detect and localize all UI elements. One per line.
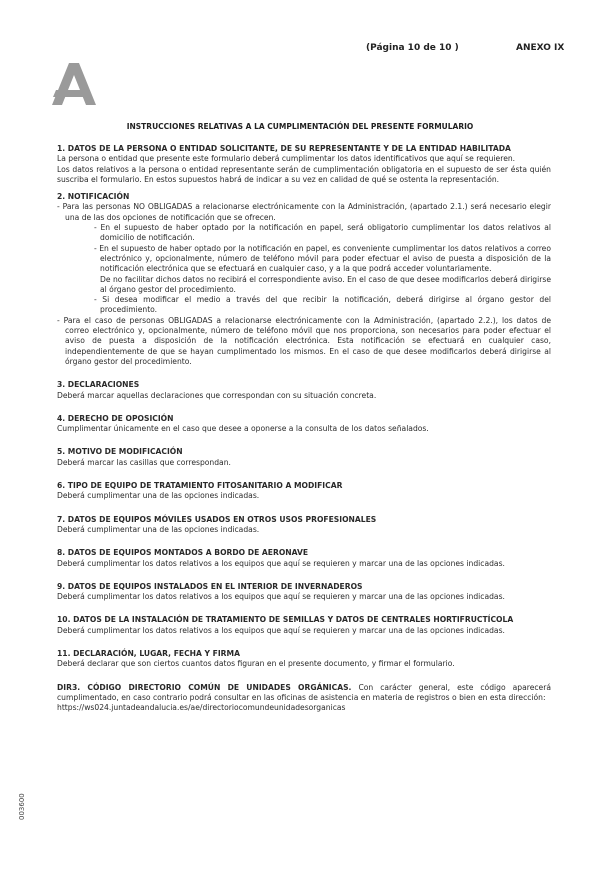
dir3-text: Con carácter general, este código aparecerá cumplimentado, en caso contrario podrá consultar en las oficinas de asistencia en materia de registros o bien en esta dirección: [57, 682, 551, 702]
section-4 [57, 414, 551, 435]
section-11 [57, 649, 551, 670]
side-form-code: 003600 [18, 793, 26, 820]
section-heading: 5. MOTIVO DE MODIFICACIÓN [57, 447, 183, 457]
section-3 [57, 380, 551, 401]
section-text: Deberá cumplimentar los datos relativos a los equipos que aquí se requieren y marcar una de las opciones indicadas. [57, 592, 505, 602]
section-10 [57, 615, 551, 636]
section-6 [57, 481, 551, 502]
section-text: Deberá cumplimentar una de las opciones indicadas. [57, 491, 260, 501]
notification-subitem: - Si desea modificar el medio a través del que recibir la notificación, deberá dirigirse al órgano gestor del procedimiento. [94, 295, 551, 315]
junta-logo-icon [52, 63, 96, 105]
section-text: La persona o entidad que presente este formulario deberá cumplimentar los datos identificativos que aquí se requieren. [57, 154, 516, 164]
section-heading: 6. TIPO DE EQUIPO DE TRATAMIENTO FITOSANITARIO A MODIFICAR [57, 481, 343, 491]
section-text: Deberá marcar aquellas declaraciones que correspondan con su situación concreta. [57, 390, 377, 400]
notification-subitem: - En el supuesto de haber optado por la notificación en papel, es conveniente cumplimentar los datos relativos a correo electrónico y, opcionalmente, número de teléfono móvil para poder efectuar el aviso de puesta a disposición de la notificación electrónica que se efectuará en cualquier caso, y a la que podrá acceder voluntariamente. [94, 243, 551, 274]
section-text: Deberá marcar las casillas que correspondan. [57, 457, 231, 467]
section-2 [57, 192, 551, 367]
section-5 [57, 447, 551, 468]
section-heading: 9. DATOS DE EQUIPOS INSTALADOS EN EL INTERIOR DE INVERNADEROS [57, 581, 363, 591]
instructions-body [57, 144, 551, 720]
section-7 [57, 515, 551, 536]
section-text: Los datos relativos a la persona o entidad representante serán de cumplimentación obligatoria en el supuesto de ser ésta quién suscriba el formulario. En estos supuestos habrá de indicar a su vez en calidad de qué se ostenta la representación. [57, 164, 551, 184]
section-text: Cumplimentar únicamente en el caso que desee a oponerse a la consulta de los datos señalados. [57, 424, 429, 434]
document-title: INSTRUCCIONES RELATIVAS A LA CUMPLIMENTACIÓN DEL PRESENTE FORMULARIO [126, 122, 474, 131]
section-heading: 8. DATOS DE EQUIPOS MONTADOS A BORDO DE AERONAVE [57, 548, 309, 558]
page-number: (Página 10 de 10 ) [366, 43, 459, 53]
dir3-heading: DIR3. CÓDIGO DIRECTORIO COMÚN DE UNIDADES ORGÁNICAS. [57, 682, 352, 692]
notification-subitem: De no facilitar dichos datos no recibirá el correspondiente aviso. En el caso de que desee modificarlos deberá dirigirse al órgano gestor del procedimiento. [100, 274, 551, 294]
section-9 [57, 582, 551, 603]
annex-label: ANEXO IX [516, 43, 565, 53]
section-heading: 1. DATOS DE LA PERSONA O ENTIDAD SOLICITANTE, DE SU REPRESENTANTE Y DE LA ENTIDAD HABILITADA [57, 144, 511, 153]
section-heading: 10. DATOS DE LA INSTALACIÓN DE TRATAMIENTO DE SEMILLAS Y DATOS DE CENTRALES HORTIFRUCTÍCOLA [57, 615, 514, 625]
section-8 [57, 548, 551, 569]
section-heading: 4. DERECHO DE OPOSICIÓN [57, 413, 174, 423]
section-text: Deberá cumplimentar una de las opciones indicadas. [57, 524, 260, 534]
notification-subitem: - En el supuesto de haber optado por la notificación en papel, será obligatorio cumplimentar los datos relativos al domicilio de notificación. [94, 223, 551, 243]
section-text: Deberá declarar que son ciertos cuantos datos figuran en el presente documento, y firmar el formulario. [57, 659, 455, 669]
dir3-paragraph [57, 683, 551, 704]
section-heading: 7. DATOS DE EQUIPOS MÓVILES USADOS EN OTROS USOS PROFESIONALES [57, 514, 377, 524]
section-heading: 2. NOTIFICACIÓN [57, 192, 130, 202]
notification-bullet: - Para las personas NO OBLIGADAS a relacionarse electrónicamente con la Administración, (apartado 2.1.) será necesario elegir una de las dos opciones de notificación que se ofrecen. [57, 202, 551, 222]
section-text: Deberá cumplimentar los datos relativos a los equipos que aquí se requieren y marcar una de las opciones indicadas. [57, 625, 505, 635]
section-text: Deberá cumplimentar los datos relativos a los equipos que aquí se requieren y marcar una de las opciones indicadas. [57, 558, 505, 568]
notification-bullet: - Para el caso de personas OBLIGADAS a relacionarse electrónicamente con la Administración, (apartado 2.2.), los datos de correo electrónico y, opcionalmente, número de teléfono móvil que nos proporciona, son necesarios para poder efectuar el aviso de puesta a disposición de la notificación electrónica. Esta notificación se efectuará en cualquier caso, independientemente de que se hayan cumplimentado los mismos. En el caso de que desee modificarlos deberá dirigirse al órgano gestor del procedimiento. [57, 315, 551, 366]
section-dir3 [57, 683, 551, 714]
section-heading: 3. DECLARACIONES [57, 380, 140, 390]
section-1 [57, 144, 551, 185]
section-heading: 11. DECLARACIÓN, LUGAR, FECHA Y FIRMA [57, 648, 240, 658]
dir3-url-link[interactable]: https://ws024.juntadeandalucia.es/ae/directoriocomundeunidadesorganicas [57, 703, 346, 713]
